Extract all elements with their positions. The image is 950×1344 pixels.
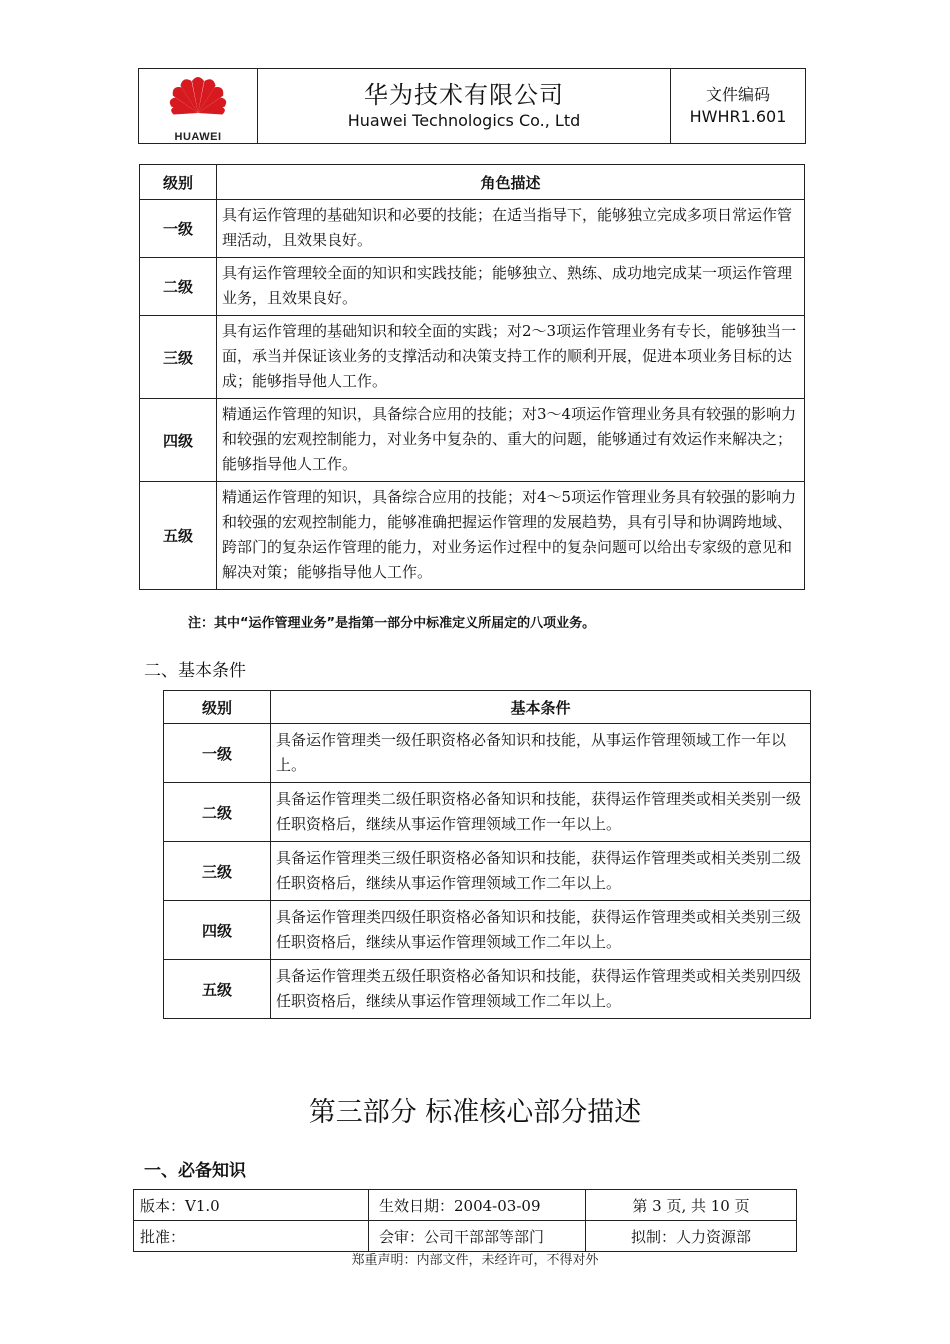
document-code-label: 文件编码: [705, 85, 770, 104]
review-cell: 会审：公司干部部等部门: [369, 1221, 586, 1252]
company-name-en: Huawei Technologics Co., Ltd: [347, 111, 581, 130]
level-cell: 五级: [164, 960, 271, 1019]
table-row: [140, 316, 805, 399]
description-cell: 具有运作管理较全面的知识和实践技能；能够独立、熟练、成功地完成某一项运作管理业务，且效果良好。: [217, 258, 805, 316]
table-row: [140, 482, 805, 590]
table-header-row: [164, 691, 811, 724]
page-number-cell: 第 3 页, 共 10 页: [586, 1190, 797, 1221]
level-cell: 四级: [164, 901, 271, 960]
drafted-cell: 拟制：人力资源部: [586, 1221, 797, 1252]
document-footer-table: [133, 1189, 797, 1252]
level-cell: 二级: [164, 783, 271, 842]
table-row: [140, 258, 805, 316]
condition-cell: 具备运作管理类五级任职资格必备知识和技能，获得运作管理类或相关类别四级任职资格后，继续从事运作管理领域工作二年以上。: [271, 960, 811, 1019]
table-row: [164, 783, 811, 842]
section-heading-basic-conditions: 二、基本条件: [144, 661, 246, 681]
condition-cell: 具备运作管理类一级任职资格必备知识和技能，从事运作管理领域工作一年以上。: [271, 724, 811, 783]
table-header-row: [140, 165, 805, 200]
approve-cell: 批准：: [134, 1221, 369, 1252]
level-cell: 一级: [164, 724, 271, 783]
part-three-title: 第三部分 标准核心部分描述: [308, 1097, 642, 1128]
column-header-conditions: 基本条件: [271, 691, 811, 724]
table-note: 注：其中“运作管理业务”是指第一部分中标准定义所届定的八项业务。: [188, 616, 596, 631]
huawei-logo-icon: [163, 69, 233, 127]
level-cell: 三级: [164, 842, 271, 901]
description-cell: 精通运作管理的知识，具备综合应用的技能；对3～4项运作管理业务具有较强的影响力和较强的宏观控制能力，对业务中复杂的、重大的问题，能够通过有效运作来解决之；能够指导他人工作。: [217, 399, 805, 482]
level-cell: 一级: [140, 200, 217, 258]
document-code-value: HWHR1.601: [689, 107, 787, 126]
level-cell: 四级: [140, 399, 217, 482]
table-row: [164, 901, 811, 960]
version-cell: 版本：V1.0: [134, 1190, 369, 1221]
level-cell: 五级: [140, 482, 217, 590]
condition-cell: 具备运作管理类四级任职资格必备知识和技能，获得运作管理类或相关类别三级任职资格后，继续从事运作管理领域工作二年以上。: [271, 901, 811, 960]
section-heading-required-knowledge: 一、必备知识: [144, 1161, 246, 1181]
table-row: [140, 399, 805, 482]
role-description-table: [139, 164, 805, 590]
table-row: [164, 960, 811, 1019]
confidentiality-disclaimer: 郑重声明：内部文件，未经许可，不得对外: [351, 1253, 599, 1268]
condition-cell: 具备运作管理类三级任职资格必备知识和技能，获得运作管理类或相关类别二级任职资格后，继续从事运作管理领域工作二年以上。: [271, 842, 811, 901]
level-cell: 二级: [140, 258, 217, 316]
table-row: [140, 200, 805, 258]
document-header: [138, 68, 806, 144]
company-name-cn: 华为技术有限公司: [364, 81, 564, 109]
level-cell: 三级: [140, 316, 217, 399]
basic-conditions-table: [163, 690, 811, 1019]
column-header-level: 级别: [140, 165, 217, 200]
condition-cell: 具备运作管理类二级任职资格必备知识和技能，获得运作管理类或相关类别一级任职资格后，继续从事运作管理领域工作一年以上。: [271, 783, 811, 842]
effective-date-cell: 生效日期：2004-03-09: [369, 1190, 586, 1221]
column-header-role-desc: 角色描述: [217, 165, 805, 200]
document-code-cell: [671, 69, 806, 144]
description-cell: 精通运作管理的知识，具备综合应用的技能；对4～5项运作管理业务具有较强的影响力和较强的宏观控制能力，能够准确把握运作管理的发展趋势，具有引导和协调跨地域、跨部门的复杂运作管理的能力，对业务运作过程中的复杂问题可以给出专家级的意见和解决对策；能够指导他人工作。: [217, 482, 805, 590]
description-cell: 具有运作管理的基础知识和较全面的实践；对2～3项运作管理业务有专长，能够独当一面，承当并保证该业务的支撑活动和决策支持工作的顺利开展，促进本项业务目标的达成；能够指导他人工作。: [217, 316, 805, 399]
company-cell: [258, 69, 671, 144]
footer-row: [134, 1190, 797, 1221]
table-row: [164, 842, 811, 901]
logo-cell: [139, 69, 258, 144]
table-row: [164, 724, 811, 783]
column-header-level: 级别: [164, 691, 271, 724]
description-cell: 具有运作管理的基础知识和必要的技能；在适当指导下，能够独立完成多项日常运作管理活动，且效果良好。: [217, 200, 805, 258]
footer-row: [134, 1221, 797, 1252]
logo-text: HUAWEI: [174, 131, 222, 143]
